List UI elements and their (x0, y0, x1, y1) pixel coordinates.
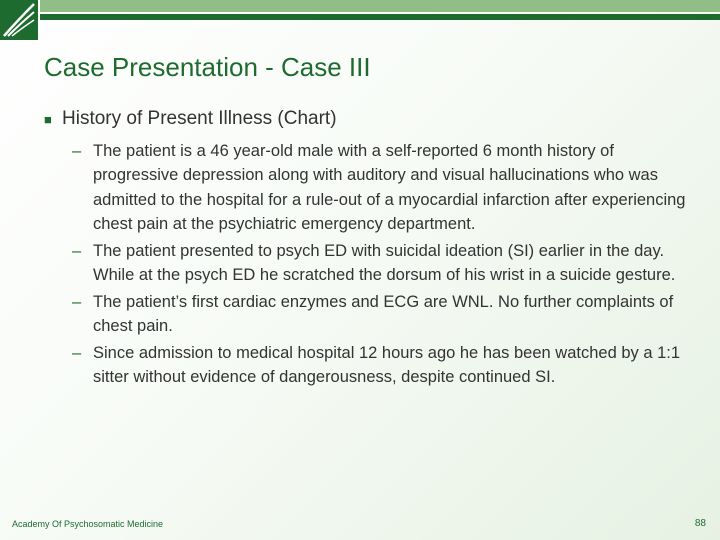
apm-logo-icon (0, 0, 38, 40)
sub-bullet-text: The patient is a 46 year-old male with a self-reported 6 month history of progressive depression along with auditory and visual hallucinations who was admitted to the hospital for a rule-out of a myocardial infarction after experiencing chest pain at the psychiatric emergency department. (93, 141, 686, 234)
dash-bullet: – (72, 241, 82, 260)
sub-bullet-text: Since admission to medical hospital 12 hours ago he has been watched by a 1:1 sitter without evidence of dangerousness, despite continued SI. (93, 343, 681, 387)
sub-bullet (72, 139, 694, 237)
sub-bullet (72, 341, 694, 390)
sub-bullet (72, 239, 694, 288)
main-bullet (44, 108, 694, 131)
footer-organization: Academy Of Psychosomatic Medicine (12, 519, 164, 529)
dash-bullet: – (72, 292, 82, 311)
header-band-dark (40, 14, 720, 20)
dash-bullet: – (72, 141, 82, 160)
main-bullet-text: History of Present Illness (Chart) (62, 108, 337, 129)
page-number: 88 (694, 518, 706, 529)
sub-bullet-text: The patient’s first cardiac enzymes and ECG are WNL. No further complaints of chest pain. (93, 292, 674, 336)
header-band-light (40, 0, 720, 12)
sub-bullet-text: The patient presented to psych ED with suicidal ideation (SI) earlier in the day. While at the psych ED he scratched the dorsum of his wrist in a suicide gesture. (93, 241, 676, 285)
slide-content (44, 108, 694, 392)
dash-bullet: – (72, 343, 82, 362)
sub-bullet-list (44, 139, 694, 390)
square-bullet-icon: ■ (44, 112, 52, 127)
sub-bullet (72, 290, 694, 339)
slide-title: Case Presentation - Case III (44, 52, 371, 82)
